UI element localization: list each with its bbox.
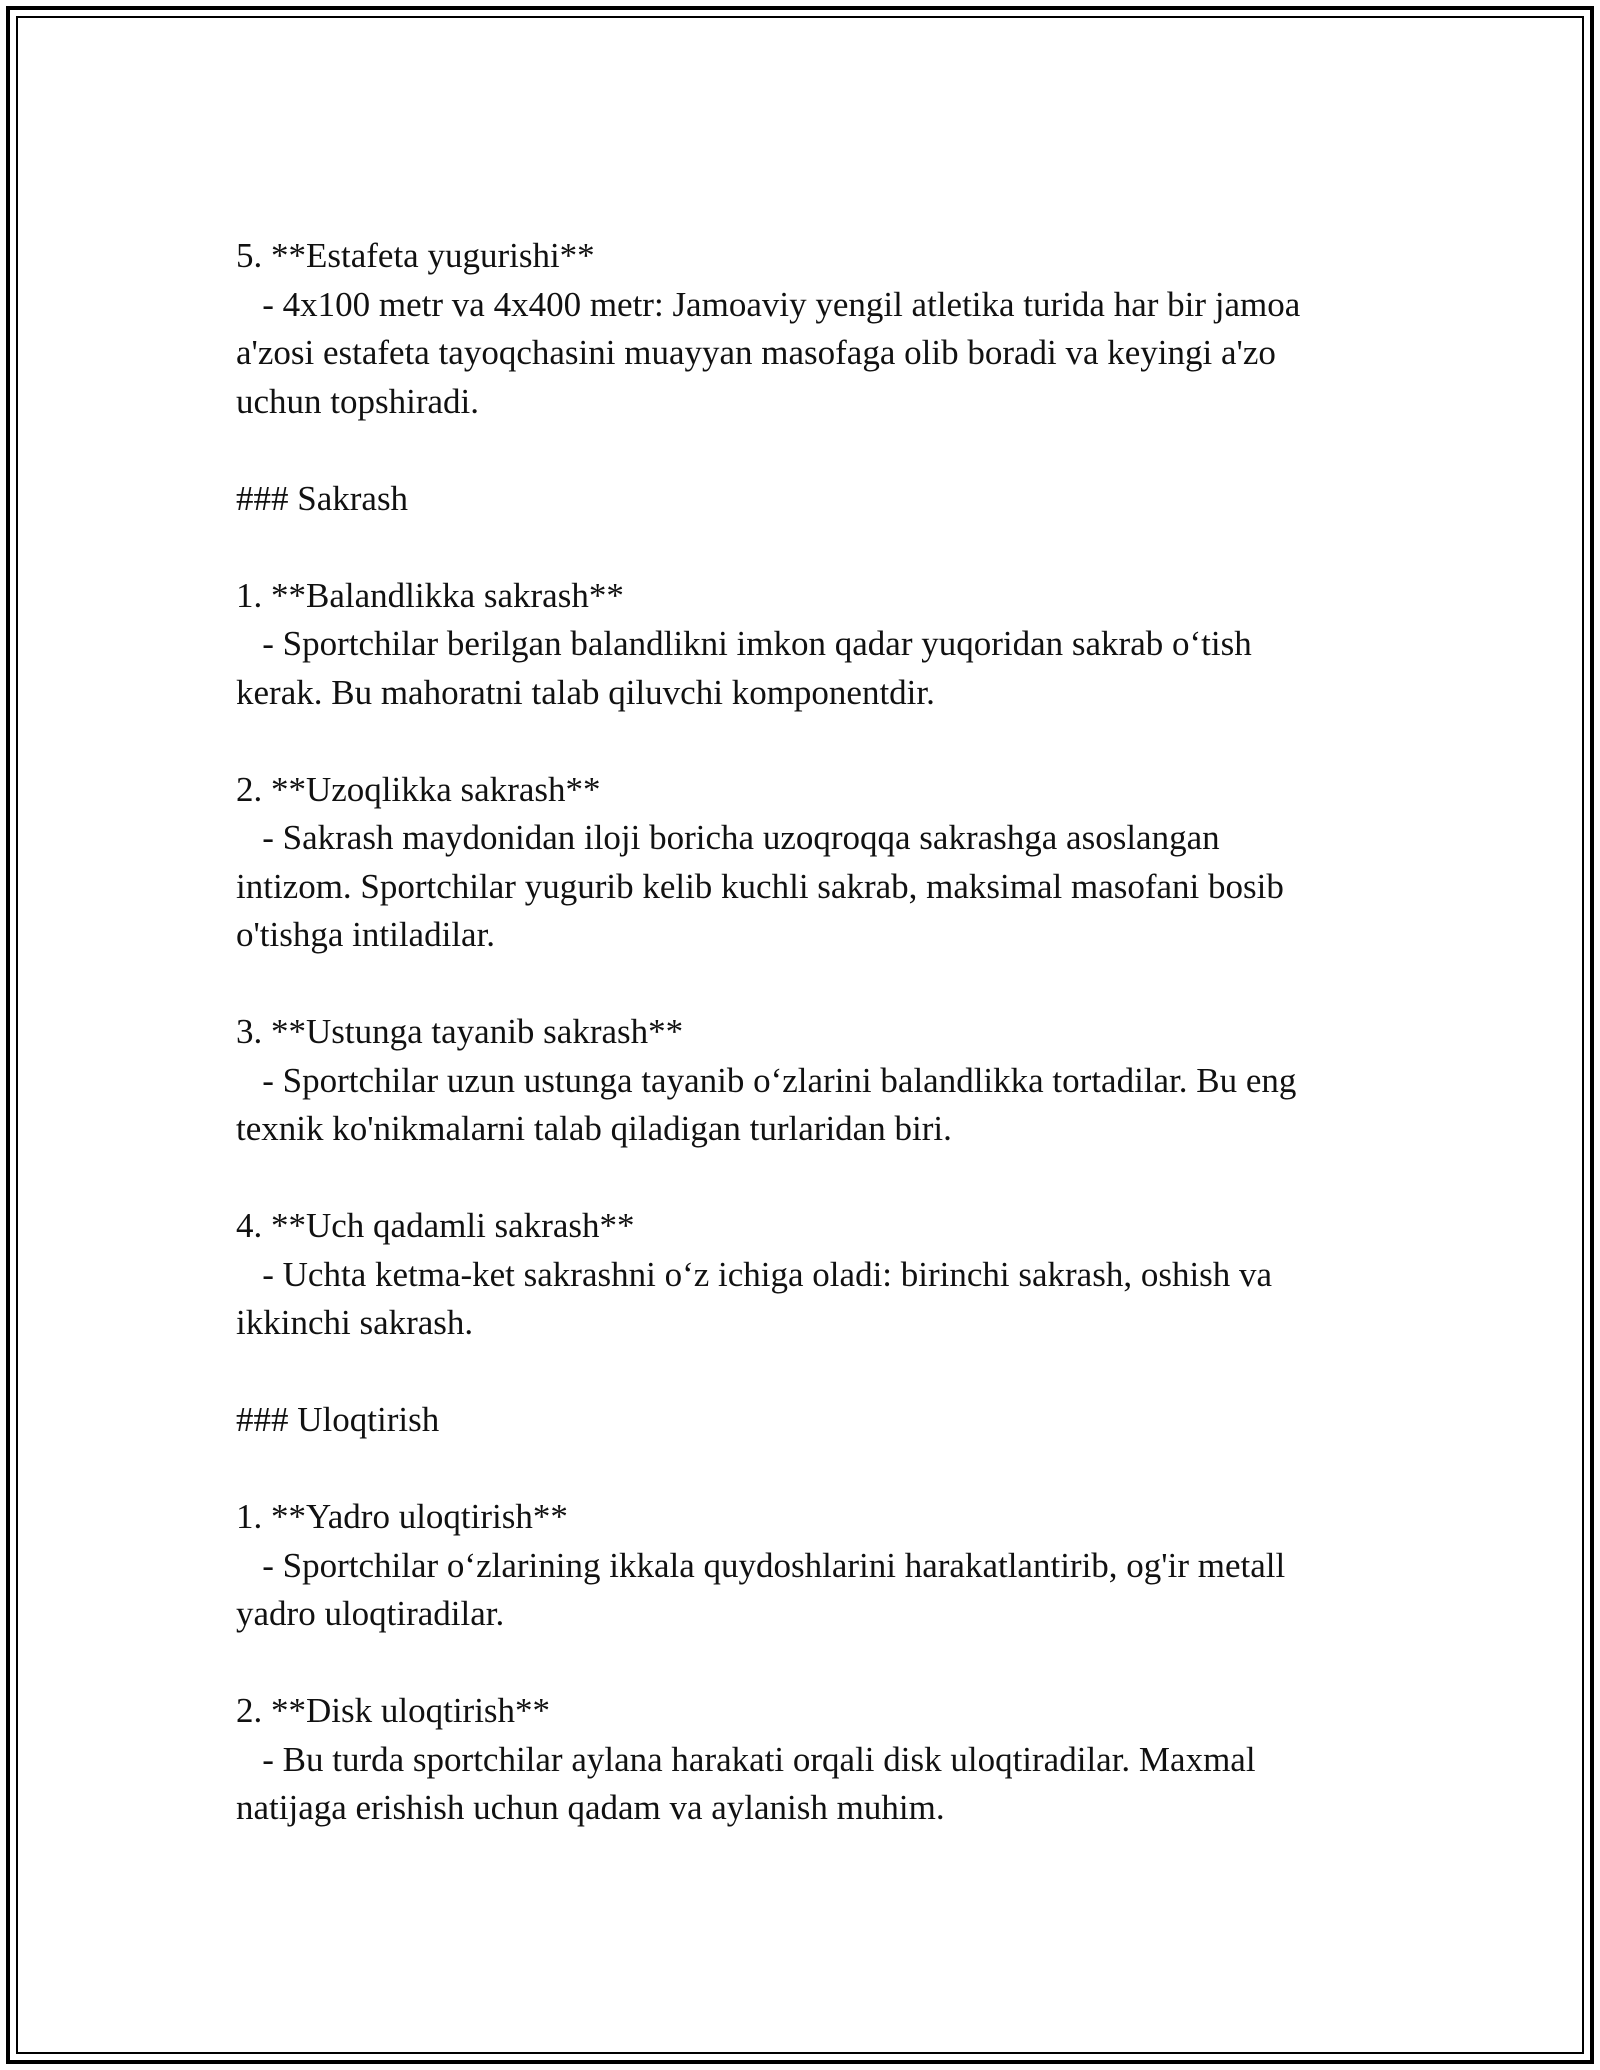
section-heading: ### Sakrash [236, 478, 409, 518]
text-line: - 4x100 metr va 4x400 metr: Jamoaviy yengil atletika turida har bir jamoa [236, 284, 1301, 324]
list-item-title: 2. **Disk uloqtirish** [236, 1691, 551, 1730]
text-line: - Sportchilar o‘zlarining ikkala quydoshlarini harakatlantirib, og'ir metall [236, 1545, 1286, 1585]
blank-line [236, 1639, 1366, 1688]
text-line: - Bu turda sportchilar aylana harakati orqali disk uloqtiradilar. Maxmal [236, 1739, 1256, 1779]
section-heading: ### Uloqtirish [236, 1400, 440, 1439]
text-line: ikkinchi sakrash. [236, 1303, 474, 1342]
text-line: - Sportchilar berilgan balandlikni imkon qadar yuqoridan sakrab o‘tish [236, 624, 1252, 663]
text-line: a'zosi estafeta tayoqchasini muayyan masofaga olib boradi va keyingi a'zo [236, 333, 1276, 372]
blank-line [236, 717, 1366, 766]
text-line: natijaga erishish uchun qadam va aylanish muhim. [236, 1788, 945, 1827]
blank-line [236, 1348, 1366, 1397]
text-line: - Sakrash maydonidan iloji boricha uzoqroqqa sakrashga asoslangan [236, 818, 1220, 857]
blank-line [236, 426, 1366, 475]
text-line: kerak. Bu mahoratni talab qiluvchi komponentdir. [236, 672, 935, 712]
text-line: o'tishga intiladilar. [236, 915, 496, 954]
text-line: intizom. Sportchilar yugurib kelib kuchli sakrab, maksimal masofani bosib [236, 866, 1284, 906]
list-item-title: 3. **Ustunga tayanib sakrash** [236, 1012, 684, 1051]
text-line: 5. **Estafeta yugurishi** [236, 236, 595, 275]
blank-line [236, 960, 1366, 1009]
text-line: - Uchta ketma-ket sakrashni o‘z ichiga oladi: birinchi sakrash, oshish va [236, 1254, 1273, 1294]
list-item-title: 4. **Uch qadamli sakrash** [236, 1206, 635, 1245]
text-line: texnik ko'nikmalarni talab qiladigan turlaridan biri. [236, 1109, 952, 1148]
list-item-title: 1. **Yadro uloqtirish** [236, 1497, 568, 1536]
blank-line [236, 1445, 1366, 1494]
text-line: yadro uloqtiradilar. [236, 1594, 505, 1633]
text-line: uchun topshiradi. [236, 381, 480, 421]
list-item-title: 1. **Balandlikka sakrash** [236, 575, 624, 615]
document-body [236, 232, 1366, 1833]
blank-line [236, 1154, 1366, 1203]
blank-line [236, 523, 1366, 572]
list-item-title: 2. **Uzoqlikka sakrash** [236, 769, 601, 809]
text-line: - Sportchilar uzun ustunga tayanib o‘zlarini balandlikka tortadilar. Bu eng [236, 1060, 1297, 1100]
